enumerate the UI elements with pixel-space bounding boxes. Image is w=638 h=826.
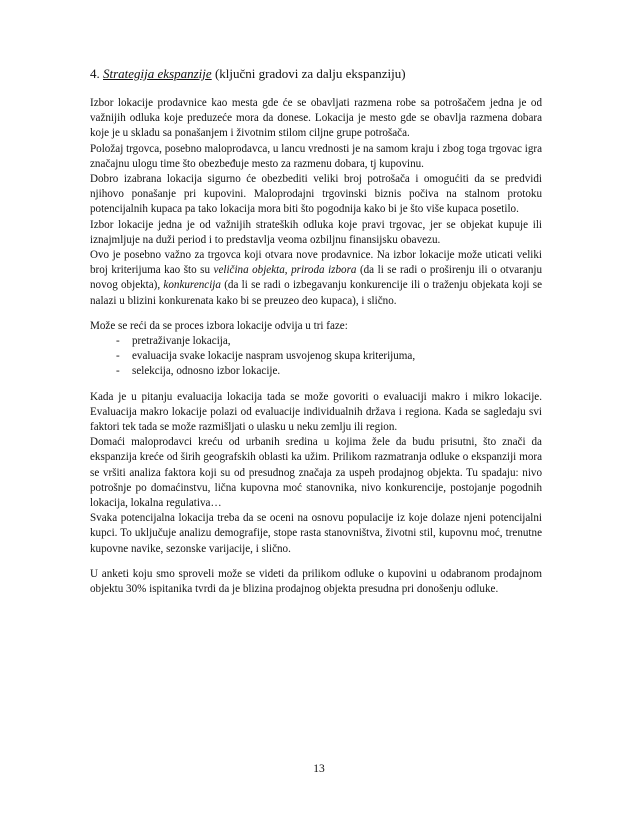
list-item: - selekcija, odnosno izbor lokacije. bbox=[116, 364, 542, 379]
page-number: 13 bbox=[313, 763, 325, 775]
text-block-location bbox=[90, 96, 542, 309]
paragraph: Dobro izabrana lokacija sigurno će obezbediti veliki broj potrošača i omogućiti da se predvidi njihovo ponašanje pri kupovini. Maloprodajni trgovinski biznis počiva na stalnom protoku potencijalnih kupaca pa tako lokacija mora biti što pogodnija kako bi je što više kupaca posetilo. bbox=[90, 173, 542, 216]
section-number: 4. bbox=[90, 66, 100, 81]
paragraph-criteria bbox=[90, 248, 542, 309]
text-block-evaluation bbox=[90, 390, 542, 557]
section-subtitle: (ključni gradovi za dalju ekspanziju) bbox=[214, 66, 406, 81]
text-run: Ovo je posebno važno za trgovca koji otvara nove prodavnice. Na izbor lokacije može uticati veliki broj kriterijuma kao što su bbox=[90, 249, 542, 277]
section-title: Strategija ekspanzije bbox=[103, 66, 212, 81]
text-run: (da li se radi o izbegavanju konkurencije ili o traženju objekata koji se nalazi u blizini konkurenata kako bi se preuzeo deo kupaca), i slično. bbox=[90, 279, 542, 307]
section-heading bbox=[90, 66, 542, 82]
paragraph: Kada je u pitanju evaluacija lokacija tada se može govoriti o evaluaciji makro i mikro lokacije. Evaluacija makro lokacije polazi od evaluacije individualnih država i regiona. Kada se sagledaju svi faktori tek tada se može razmišljati o ulasku u neku zemlju ili region. bbox=[90, 390, 542, 434]
list-item: - pretraživanje lokacija, bbox=[116, 334, 542, 349]
text-run: , bbox=[284, 264, 292, 277]
paragraph: Izbor lokacije prodavnice kao mesta gde će se obavljati razmena robe sa potrošačem jedna je od važnijih odluka koje preduzeće mora da donese. Lokacija je mesto gde se obavlja razmena dobara koje je u skladu sa ponašanjem i životnim stilom ciljne grupe potrošača. bbox=[90, 97, 542, 140]
paragraph: Položaj trgovca, posebno maloprodavca, u lancu vrednosti je na samom kraju i zbog toga trgovac igra značajnu ulogu time što obezbeđuje mesto za razmenu dobara, tj kupovinu. bbox=[90, 142, 542, 170]
paragraph: Izbor lokacije jedna je od važnijih strateških odluka koje pravi trgovac, jer se objekat kupuje ili iznajmljuje na duži period i to predstavlja veoma ozbiljnu finansijsku obavezu. bbox=[90, 218, 542, 246]
survey-paragraph: U anketi koju smo sproveli može se videti da prilikom odluke o kupovini u odabranom prodajnom objektu 30% ispitanika tvrdi da je blizina prodajnog objekta presudna pri donošenju odluke. bbox=[90, 567, 542, 596]
phases-list bbox=[90, 334, 542, 380]
paragraph: Svaka potencijalna lokacija treba da se oceni na osnovu populacije iz koje dolaze njeni potencijalni kupci. To uključuje analizu demografije, stope rasta stanovništva, životni stil, kupovnu moć, trenutne kupovne navike, sezonske varijacije, i slično. bbox=[90, 512, 542, 555]
emphasis-size: veličina objekta bbox=[213, 264, 285, 277]
phases-intro: Može se reći da se proces izbora lokacije odvija u tri faze: bbox=[90, 319, 348, 332]
emphasis-competition: konkurencija bbox=[163, 279, 221, 292]
list-item: - evaluacija svake lokacije naspram usvojenog skupa kriterijuma, bbox=[116, 349, 542, 364]
page-content bbox=[90, 66, 542, 597]
paragraph: Domaći maloprodavci kreću od urbanih sredina u kojima žele da budu prisutni, što znači da ekspanzija kreće od širih geografskih oblasti ka užim. Prilikom razmatranja odluke o ekspanziji mora se vršiti analiza faktora koji su od presudnog značaja za uspeh prodajnog objekta. Tu spadaju: nivo potrošnje po domaćinstvu, lična kupovna moć stanovnika, nivo konkurencije, postojanje pogodnih lokacija, lokalna regulativa… bbox=[90, 436, 542, 510]
emphasis-nature: priroda izbora bbox=[291, 264, 357, 277]
text-run: (da li se radi o proširenju ili o otvaranju novog objekta), bbox=[90, 264, 543, 292]
